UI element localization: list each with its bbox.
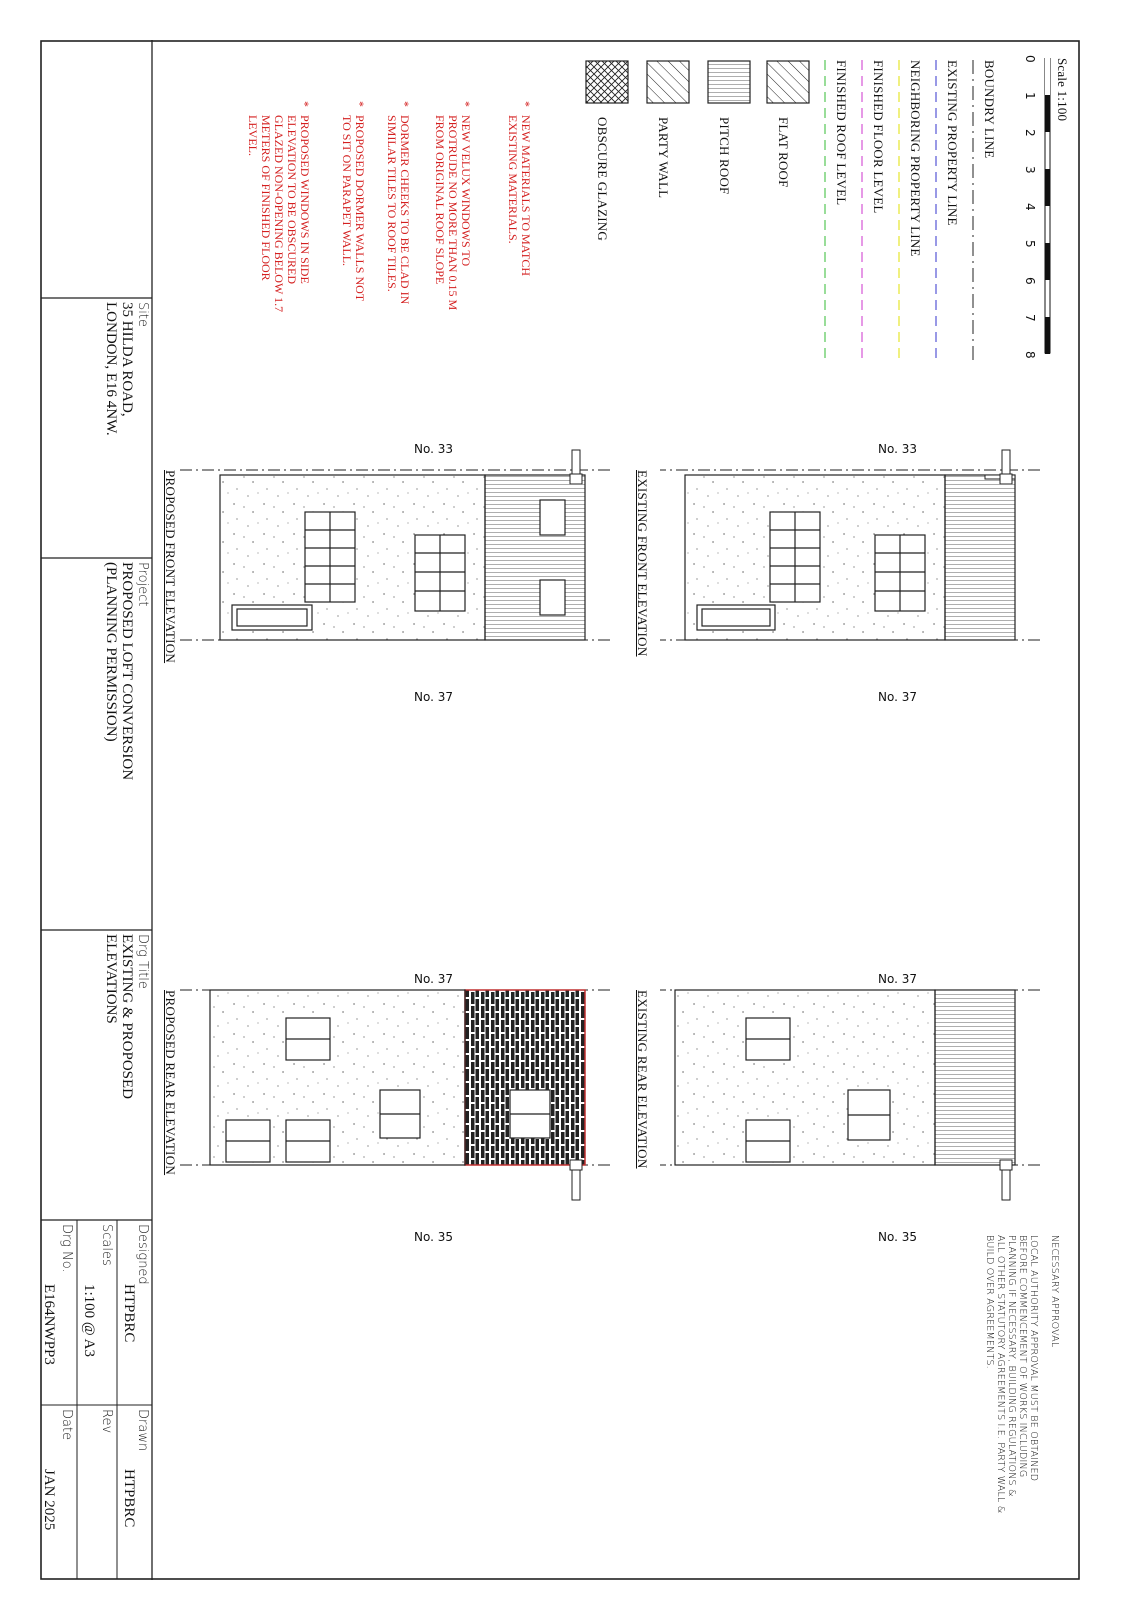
scale-tick: 5 bbox=[1023, 240, 1037, 248]
drg-no-cell bbox=[41, 1224, 74, 1365]
date-cell bbox=[41, 1409, 74, 1530]
legend-party-wall-label: PARTY WALL bbox=[656, 117, 671, 199]
proposed-front-right-label: No. 37 bbox=[414, 690, 454, 704]
drg-no-caption: Drg No. bbox=[59, 1224, 74, 1273]
note-text: DORMER CHEEKS TO BE CLAD IN SIMILAR TILES TO ROOF TILES. bbox=[385, 115, 412, 305]
sheet-frame bbox=[40, 40, 1080, 1580]
rev-cell bbox=[99, 1409, 114, 1433]
drg-title-line: EXISTING & PROPOSED bbox=[119, 934, 135, 1100]
title-block-site bbox=[103, 302, 150, 552]
designed-cell bbox=[121, 1224, 150, 1342]
scale-tick: 2 bbox=[1023, 129, 1037, 137]
approval-note bbox=[984, 1235, 1060, 1565]
proposed-front-left-label: No. 33 bbox=[414, 442, 454, 456]
designed-caption: Designed bbox=[135, 1224, 150, 1285]
note-text: NEW VELUX WINDOWS TO PROTRUDE NO MORE THAN 0.15 M FROM ORIGINAL ROOF SLOPE bbox=[433, 115, 473, 311]
scale-tick: 0 bbox=[1023, 55, 1037, 63]
scale-tick: 3 bbox=[1023, 166, 1037, 174]
project-line: PROPOSED LOFT CONVERSION bbox=[119, 562, 135, 781]
legend-flat-roof-label: FLAT ROOF bbox=[776, 117, 791, 188]
legend-obscure-glazing-label: OBSCURE GLAZING bbox=[595, 117, 610, 241]
legend-existing-property-line-label: EXISTING PROPERTY LINE bbox=[945, 60, 960, 226]
approval-line: ALL OTHER STATUTORY AGREEMENTS I.E. PARTY WALL & bbox=[995, 1235, 1006, 1514]
scale-tick: 7 bbox=[1023, 314, 1037, 322]
legend-neighboring-property-line-label: NEIGHBORING PROPERTY LINE bbox=[908, 60, 923, 257]
approval-heading: NECESSARY APPROVAL bbox=[1049, 1235, 1060, 1348]
proposed-front-title: PROPOSED FRONT ELEVATION bbox=[163, 470, 178, 664]
existing-front-left-label: No. 33 bbox=[878, 442, 918, 456]
note-bullet: * bbox=[519, 101, 533, 107]
legend-pitch-roof-hatch bbox=[707, 60, 751, 104]
legend-party-wall-hatch bbox=[646, 60, 690, 104]
note-bullet: * bbox=[353, 101, 367, 107]
rotated-sheet-content bbox=[40, 40, 1080, 1580]
proposed-rear-left-label: No. 37 bbox=[414, 972, 454, 986]
drg-no-value: E164NWPP3 bbox=[41, 1284, 57, 1365]
designed-value: HTPBRC bbox=[121, 1284, 137, 1343]
scales-caption: Scales bbox=[99, 1224, 114, 1266]
note-text: PROPOSED WINDOWS IN SIDE ELEVATION TO BE OBSCURED GLAZED NON-OPENING BELOW 1.7 METERS OF FINISHED FLOOR LEVEL. bbox=[246, 115, 312, 313]
legend-pitch-roof-label: PITCH ROOF bbox=[717, 117, 732, 195]
note-dormer-walls bbox=[340, 101, 367, 315]
approval-line: BEFORE COMMENCEMENT OF WORKS INCLUDING bbox=[1017, 1235, 1028, 1478]
date-caption: Date bbox=[59, 1409, 74, 1441]
drawn-value: HTPBRC bbox=[121, 1469, 137, 1528]
existing-rear-title: EXISTING REAR ELEVATION bbox=[635, 990, 650, 1169]
note-text: PROPOSED DORMER WALLS NOT TO SIT ON PARAPET WALL. bbox=[340, 115, 367, 301]
note-velux-windows bbox=[433, 101, 473, 315]
scale-tick: 4 bbox=[1023, 203, 1037, 211]
rev-caption: Rev bbox=[99, 1409, 114, 1434]
scale-tick: 6 bbox=[1023, 277, 1037, 285]
proposed-rear-title: PROPOSED REAR ELEVATION bbox=[163, 990, 178, 1176]
legend-flat-roof-hatch bbox=[766, 60, 810, 104]
scale-tick: 1 bbox=[1023, 92, 1037, 100]
approval-line: LOCAL AUTHORITY APPROVAL MUST BE OBTAINED bbox=[1028, 1235, 1039, 1482]
drg-title-line: ELEVATIONS bbox=[103, 934, 119, 1024]
scales-cell bbox=[81, 1224, 114, 1357]
scale-tick-labels bbox=[1023, 55, 1037, 378]
legend-finished-floor-level-line bbox=[859, 60, 865, 360]
note-bullet: * bbox=[298, 101, 312, 107]
scale-bar-graphic bbox=[1038, 58, 1052, 378]
existing-front-right-label: No. 37 bbox=[878, 690, 918, 704]
proposed-front-elevation bbox=[180, 440, 630, 680]
project-line: (PLANNING PERMISSION) bbox=[103, 562, 119, 742]
title-block-drawing-title bbox=[103, 934, 150, 1214]
existing-rear-left-label: No. 37 bbox=[878, 972, 918, 986]
existing-front-elevation bbox=[660, 440, 1060, 680]
scale-tick: 8 bbox=[1023, 351, 1037, 359]
legend-obscure-glazing-hatch bbox=[585, 60, 629, 104]
date-value: JAN 2025 bbox=[41, 1469, 57, 1531]
proposed-rear-elevation bbox=[180, 970, 630, 1230]
title-block-project bbox=[103, 562, 150, 922]
approval-line: BUILD OVER AGREEMENTS. bbox=[984, 1235, 995, 1369]
approval-line: PLANNING IF NECESSARY, BUILDING REGULATIONS & bbox=[1006, 1235, 1017, 1497]
legend-neighboring-property-line bbox=[896, 60, 902, 360]
drawn-caption: Drawn bbox=[135, 1409, 150, 1452]
site-caption: Site bbox=[135, 302, 150, 327]
note-new-materials bbox=[506, 101, 533, 315]
site-line: LONDON, E16 4NW. bbox=[103, 302, 119, 436]
legend-finished-roof-level-label: FINISHED ROOF LEVEL bbox=[834, 60, 849, 206]
drg-title-caption: Drg Title bbox=[135, 934, 150, 989]
scales-value: 1:100 @ A3 bbox=[81, 1284, 97, 1357]
project-caption: Project bbox=[135, 562, 150, 607]
legend-finished-floor-level-label: FINISHED FLOOR LEVEL bbox=[871, 60, 886, 214]
note-dormer-cheeks bbox=[385, 101, 412, 315]
legend-finished-roof-level-line bbox=[822, 60, 828, 360]
note-bullet: * bbox=[398, 101, 412, 107]
existing-rear-elevation bbox=[660, 970, 1060, 1230]
legend-boundry-line bbox=[970, 60, 976, 360]
legend-existing-property-line bbox=[933, 60, 939, 360]
legend-boundry-line-label: BOUNDRY LINE bbox=[982, 60, 997, 159]
proposed-rear-right-label: No. 35 bbox=[414, 1230, 454, 1244]
drawn-cell bbox=[121, 1409, 150, 1527]
existing-front-title: EXISTING FRONT ELEVATION bbox=[635, 470, 650, 657]
note-text: NEW MATERIALS TO MATCH EXISTING MATERIALS. bbox=[506, 115, 533, 277]
scale-label: Scale 1:100 bbox=[1055, 58, 1070, 122]
note-bullet: * bbox=[459, 101, 473, 107]
existing-rear-right-label: No. 35 bbox=[878, 1230, 918, 1244]
note-side-windows bbox=[246, 101, 312, 315]
site-line: 35 HILDA ROAD, bbox=[119, 302, 135, 417]
